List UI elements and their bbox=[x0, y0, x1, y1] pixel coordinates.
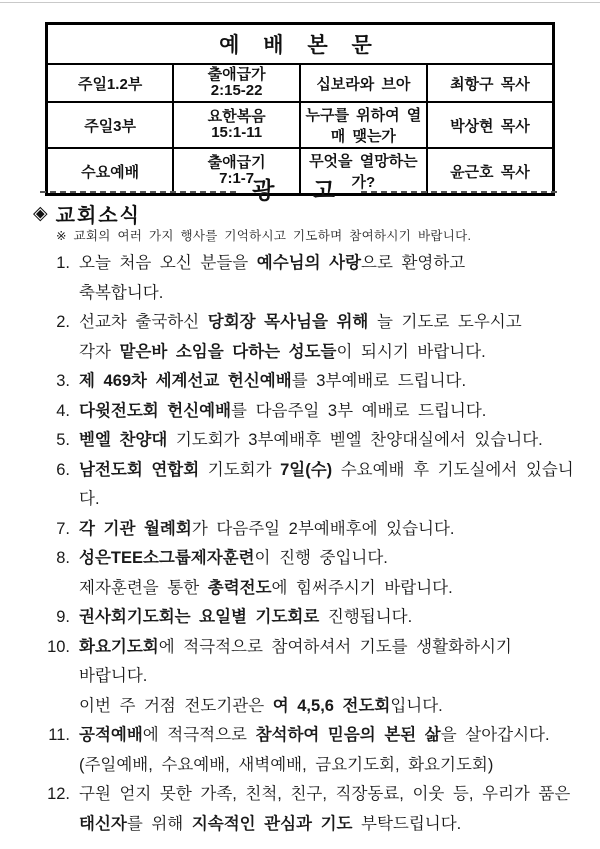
list-item bbox=[38, 780, 578, 839]
item-number: 4. bbox=[56, 401, 70, 420]
item-text: 오늘 처음 오신 분들을 예수님의 사랑으로 환영하고 축복합니다. bbox=[79, 254, 466, 302]
page-top-hairline bbox=[0, 2, 600, 3]
list-item bbox=[38, 456, 578, 515]
list-item bbox=[38, 249, 578, 308]
announcement-list bbox=[38, 249, 578, 839]
item-text: 다윗전도회 헌신예배를 다음주일 3부 예배로 드립니다. bbox=[79, 401, 487, 420]
item-text: 제 469차 세계선교 헌신예배를 3부예배로 드립니다. bbox=[79, 372, 467, 390]
item-number: 5. bbox=[56, 431, 70, 449]
item-text: 성은TEE소그룹제자훈련이 진행 중입니다. 제자훈련을 통한 총력전도에 힘써주시기 바랍니다. bbox=[79, 549, 453, 597]
list-item bbox=[38, 603, 578, 633]
item-text: 벧엘 찬양대 기도회가 3부예배후 벧엘 찬양대실에서 있습니다. bbox=[79, 431, 543, 449]
scripture-book: 출애급기 bbox=[207, 154, 266, 171]
item-number: 8. bbox=[56, 549, 70, 567]
sermon-title: 누구를 위하여 열매 맺는가 bbox=[300, 102, 427, 148]
item-text: 권사회기도회는 요일별 기도회로 진행됩니다. bbox=[79, 608, 413, 626]
list-item bbox=[38, 721, 578, 780]
pastor-name: 윤근호 목사 bbox=[427, 148, 554, 195]
item-text: 구원 얻지 못한 가족, 친척, 친구, 직장동료, 이웃 등, 우리가 품은 태신자를 위해 지속적인 관심과 기도 부탁드립니다. bbox=[79, 785, 571, 833]
scripture-reference bbox=[173, 64, 300, 102]
scripture-verse: 15:1-11 bbox=[211, 124, 263, 141]
scripture-book: 요한복음 bbox=[207, 108, 266, 125]
item-text: 공적예배에 적극적으로 참석하여 믿음의 본된 삶을 살아갑시다. (주일예배, 수요예배, 새벽예배, 금요기도회, 화요기도회) bbox=[79, 726, 550, 774]
scripture-verse: 2:15-22 bbox=[210, 82, 263, 99]
sermon-title: 무엇을 열망하는가? bbox=[300, 148, 427, 195]
list-item bbox=[38, 308, 578, 367]
item-text: 화요기도회에 적극적으로 참여하셔서 기도를 생활화하시기 바랍니다. 이번 주 거점 전도기관은 여 4,5,6 전도회입니다. bbox=[79, 637, 512, 715]
item-number: 7. bbox=[56, 519, 70, 538]
table-row bbox=[47, 64, 554, 102]
list-item bbox=[38, 397, 578, 427]
table-row bbox=[47, 102, 554, 148]
item-number: 9. bbox=[56, 608, 70, 626]
scripture-verse: 7:1-7 bbox=[219, 170, 255, 187]
church-news-note: ※ 교회의 여러 가지 행사를 기억하시고 기도하며 참여하시기 바랍니다. bbox=[56, 229, 472, 243]
scripture-reference bbox=[173, 102, 300, 148]
church-news-title: 교회소식 bbox=[55, 205, 141, 227]
item-number: 10. bbox=[47, 637, 70, 656]
church-news-heading bbox=[33, 199, 141, 228]
sermon-title: 십보라와 브아 bbox=[300, 64, 427, 102]
announcements-title: 광 고 bbox=[252, 177, 351, 203]
table-title: 예 배 본 문 bbox=[47, 24, 554, 65]
item-number: 2. bbox=[56, 313, 70, 331]
item-text: 남전도회 연합회 기도회가 7일(수) 수요예배 후 기도실에서 있습니다. bbox=[79, 460, 574, 508]
scripture-book: 출애급가 bbox=[207, 66, 266, 83]
list-item bbox=[38, 515, 578, 545]
item-number: 1. bbox=[56, 254, 70, 272]
diamond-bullet-icon: ◈ bbox=[33, 203, 50, 224]
service-name: 주일3부 bbox=[47, 102, 174, 148]
dashed-rule-left bbox=[40, 191, 236, 193]
worship-scripture-table bbox=[45, 22, 555, 196]
service-name: 주일1.2부 bbox=[47, 64, 174, 102]
list-item bbox=[38, 367, 578, 397]
item-text: 각 기관 월례회가 다음주일 2부예배후에 있습니다. bbox=[79, 519, 455, 538]
list-item bbox=[38, 426, 578, 456]
item-number: 12. bbox=[47, 785, 70, 803]
dashed-rule-right bbox=[361, 191, 557, 193]
item-number: 3. bbox=[56, 372, 70, 390]
item-number: 6. bbox=[56, 460, 70, 479]
item-text: 선교차 출국하신 당회장 목사님을 위해 늘 기도로 도우시고 각자 맡은바 소임을 다하는 성도들이 되시기 바랍니다. bbox=[79, 313, 522, 361]
pastor-name: 최항구 목사 bbox=[427, 64, 554, 102]
service-name: 수요예배 bbox=[47, 148, 174, 195]
list-item bbox=[38, 544, 578, 603]
pastor-name: 박상현 목사 bbox=[427, 102, 554, 148]
list-item bbox=[38, 633, 578, 722]
item-number: 11. bbox=[48, 726, 70, 744]
